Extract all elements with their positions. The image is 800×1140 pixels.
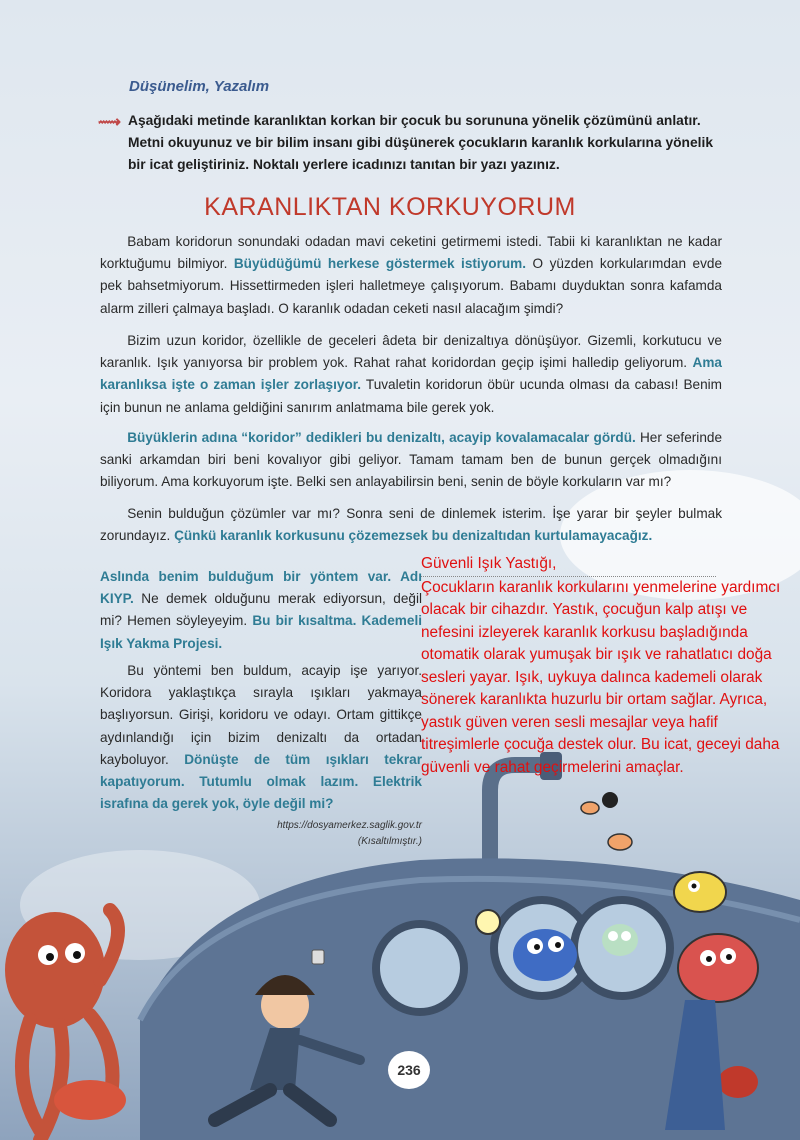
text: Senin bulduğun çözümler var mı? Sonra seni de dinlemek isterim. İşe yarar bir şeyler bulmak zorundayız. xyxy=(100,506,722,544)
arrow-icon: ⟿ xyxy=(98,114,118,131)
paragraph-4 xyxy=(100,503,722,547)
highlight-text: Büyüdüğümü herkese göstermek istiyorum. xyxy=(233,256,527,272)
paragraph-6 xyxy=(100,660,422,815)
student-answer xyxy=(421,553,799,779)
paragraph-1 xyxy=(100,231,722,320)
paragraph-5 xyxy=(100,566,422,655)
text: Ne demek olduğunu merak ediyorsun, değil mi? Hemen söyleyeyim. xyxy=(100,591,422,629)
text: Bizim uzun koridor, özellikle de geceleri âdeta bir denizaltıya dönüşüyor. Gizemli, korkutucu ve karanlık. Işık yanıyorsa bir problem yok. Rahat rahat koridordan geçip işimi halledip geliyorum. xyxy=(100,333,722,371)
text: O yüzden korkularımdan evde pek bahsetmiyorum. Hissettirmeden işleri halletmeye çalışıyorum. Babamı duyduktan sonra kafamda alarm zilleri çalmaya başladı. O karanlık odadan ceketi nasıl alacağım şimdi? xyxy=(100,256,723,316)
highlight-text: Dönüşte de tüm ışıkları tekrar kapatıyorum. Tutumlu olmak lazım. Elektrik israfına da gerek yok, öyle değil mi? xyxy=(100,751,422,812)
source-url: https://dosyamerkez.saglik.gov.tr xyxy=(277,820,422,831)
answer-text: Çocukların karanlık korkularını yenmelerine yardımcı olacak bir cihazdır. Yastık, çocuğun kalp atışı ve nefesini izleyerek karanlık korkusu başladığında otomatik olarak yumuşak bir ışık ve rahatlatıcı doğa sesleri yayar. Işık, uykuya dalınca kademeli olarak sönerek karanlıkta huzurlu bir ortam sağlar. Ayrıca, yastık güven veren sesli mesajlar veya hafif titreşimlerle çocuğa destek olur. Bu icat, geceyi daha güvenli ve rahat geçirmelerini amaçlar. xyxy=(421,578,781,776)
text: Bu yöntemi ben buldum, acayip işe yarıyor. Koridora yaklaştıkça sırayla ışıkları yakmaya başlıyorsun. Girişi, koridoru ve odayı. Ortam gittikçe aydınlandığı için bizim denizaltı da ortadan kayboluyor. xyxy=(100,663,422,767)
text: Babam koridorun sonundaki odadan mavi ceketini getirmemi istedi. Tabii ki karanlıktan ne kadar korktuğumu bilmiyor. xyxy=(100,234,722,272)
paragraph-3 xyxy=(100,427,722,494)
section-title: Düşünelim, Yazalım xyxy=(129,78,270,95)
highlight-text: Bu bir kısaltma. Kademeli Işık Yakma Projesi. xyxy=(100,613,422,651)
text: Tuvaletin koridorun öbür ucunda olması da cabası! Benim için bunun ne anlama geldiğini sanırım anlatmama bile gerek yok. xyxy=(100,377,722,415)
page-number: 236 xyxy=(388,1051,430,1089)
text: Her seferinde sanki arkamdan biri beni kovalıyor gibi geliyor. Tamam tamam ben de bunun gerçek olmadığını biliyorum. Ama korkuyorum işte. Belki sen anlayabilirsin beni, senin de böyle korkuların var mı? xyxy=(100,430,722,490)
source-note: (Kısaltılmıştır.) xyxy=(357,836,422,847)
highlight-text: Büyüklerin adına “koridor” dedikleri bu denizaltı, acayip kovalamacalar gördü. xyxy=(127,430,636,445)
story-title: KARANLIKTAN KORKUYORUM xyxy=(204,193,576,221)
answer-line: Güvenli Işık Yastığı, xyxy=(421,553,716,577)
highlight-text: Çünkü karanlık korkusunu çözemezsek bu denizaltıdan kurtulamayacağız. xyxy=(174,528,653,544)
instruction-text: Aşağıdaki metinde karanlıktan korkan bir çocuk bu sorununa yönelik çözümünü anlatır. Metni okuyunuz ve bir bilim insanı gibi düşünerek çocukların karanlık korkularına yönelik bir icat geliştiriniz. Noktalı yerlere icadınızı tanıtan bir yazı yazınız. xyxy=(128,113,713,172)
highlight-text: Ama karanlıksa işte o zaman işler zorlaşıyor. xyxy=(100,355,722,393)
highlight-text: Aslında benim bulduğum bir yöntem var. Adı KIYP. xyxy=(100,569,422,607)
paragraph-2 xyxy=(100,330,722,419)
